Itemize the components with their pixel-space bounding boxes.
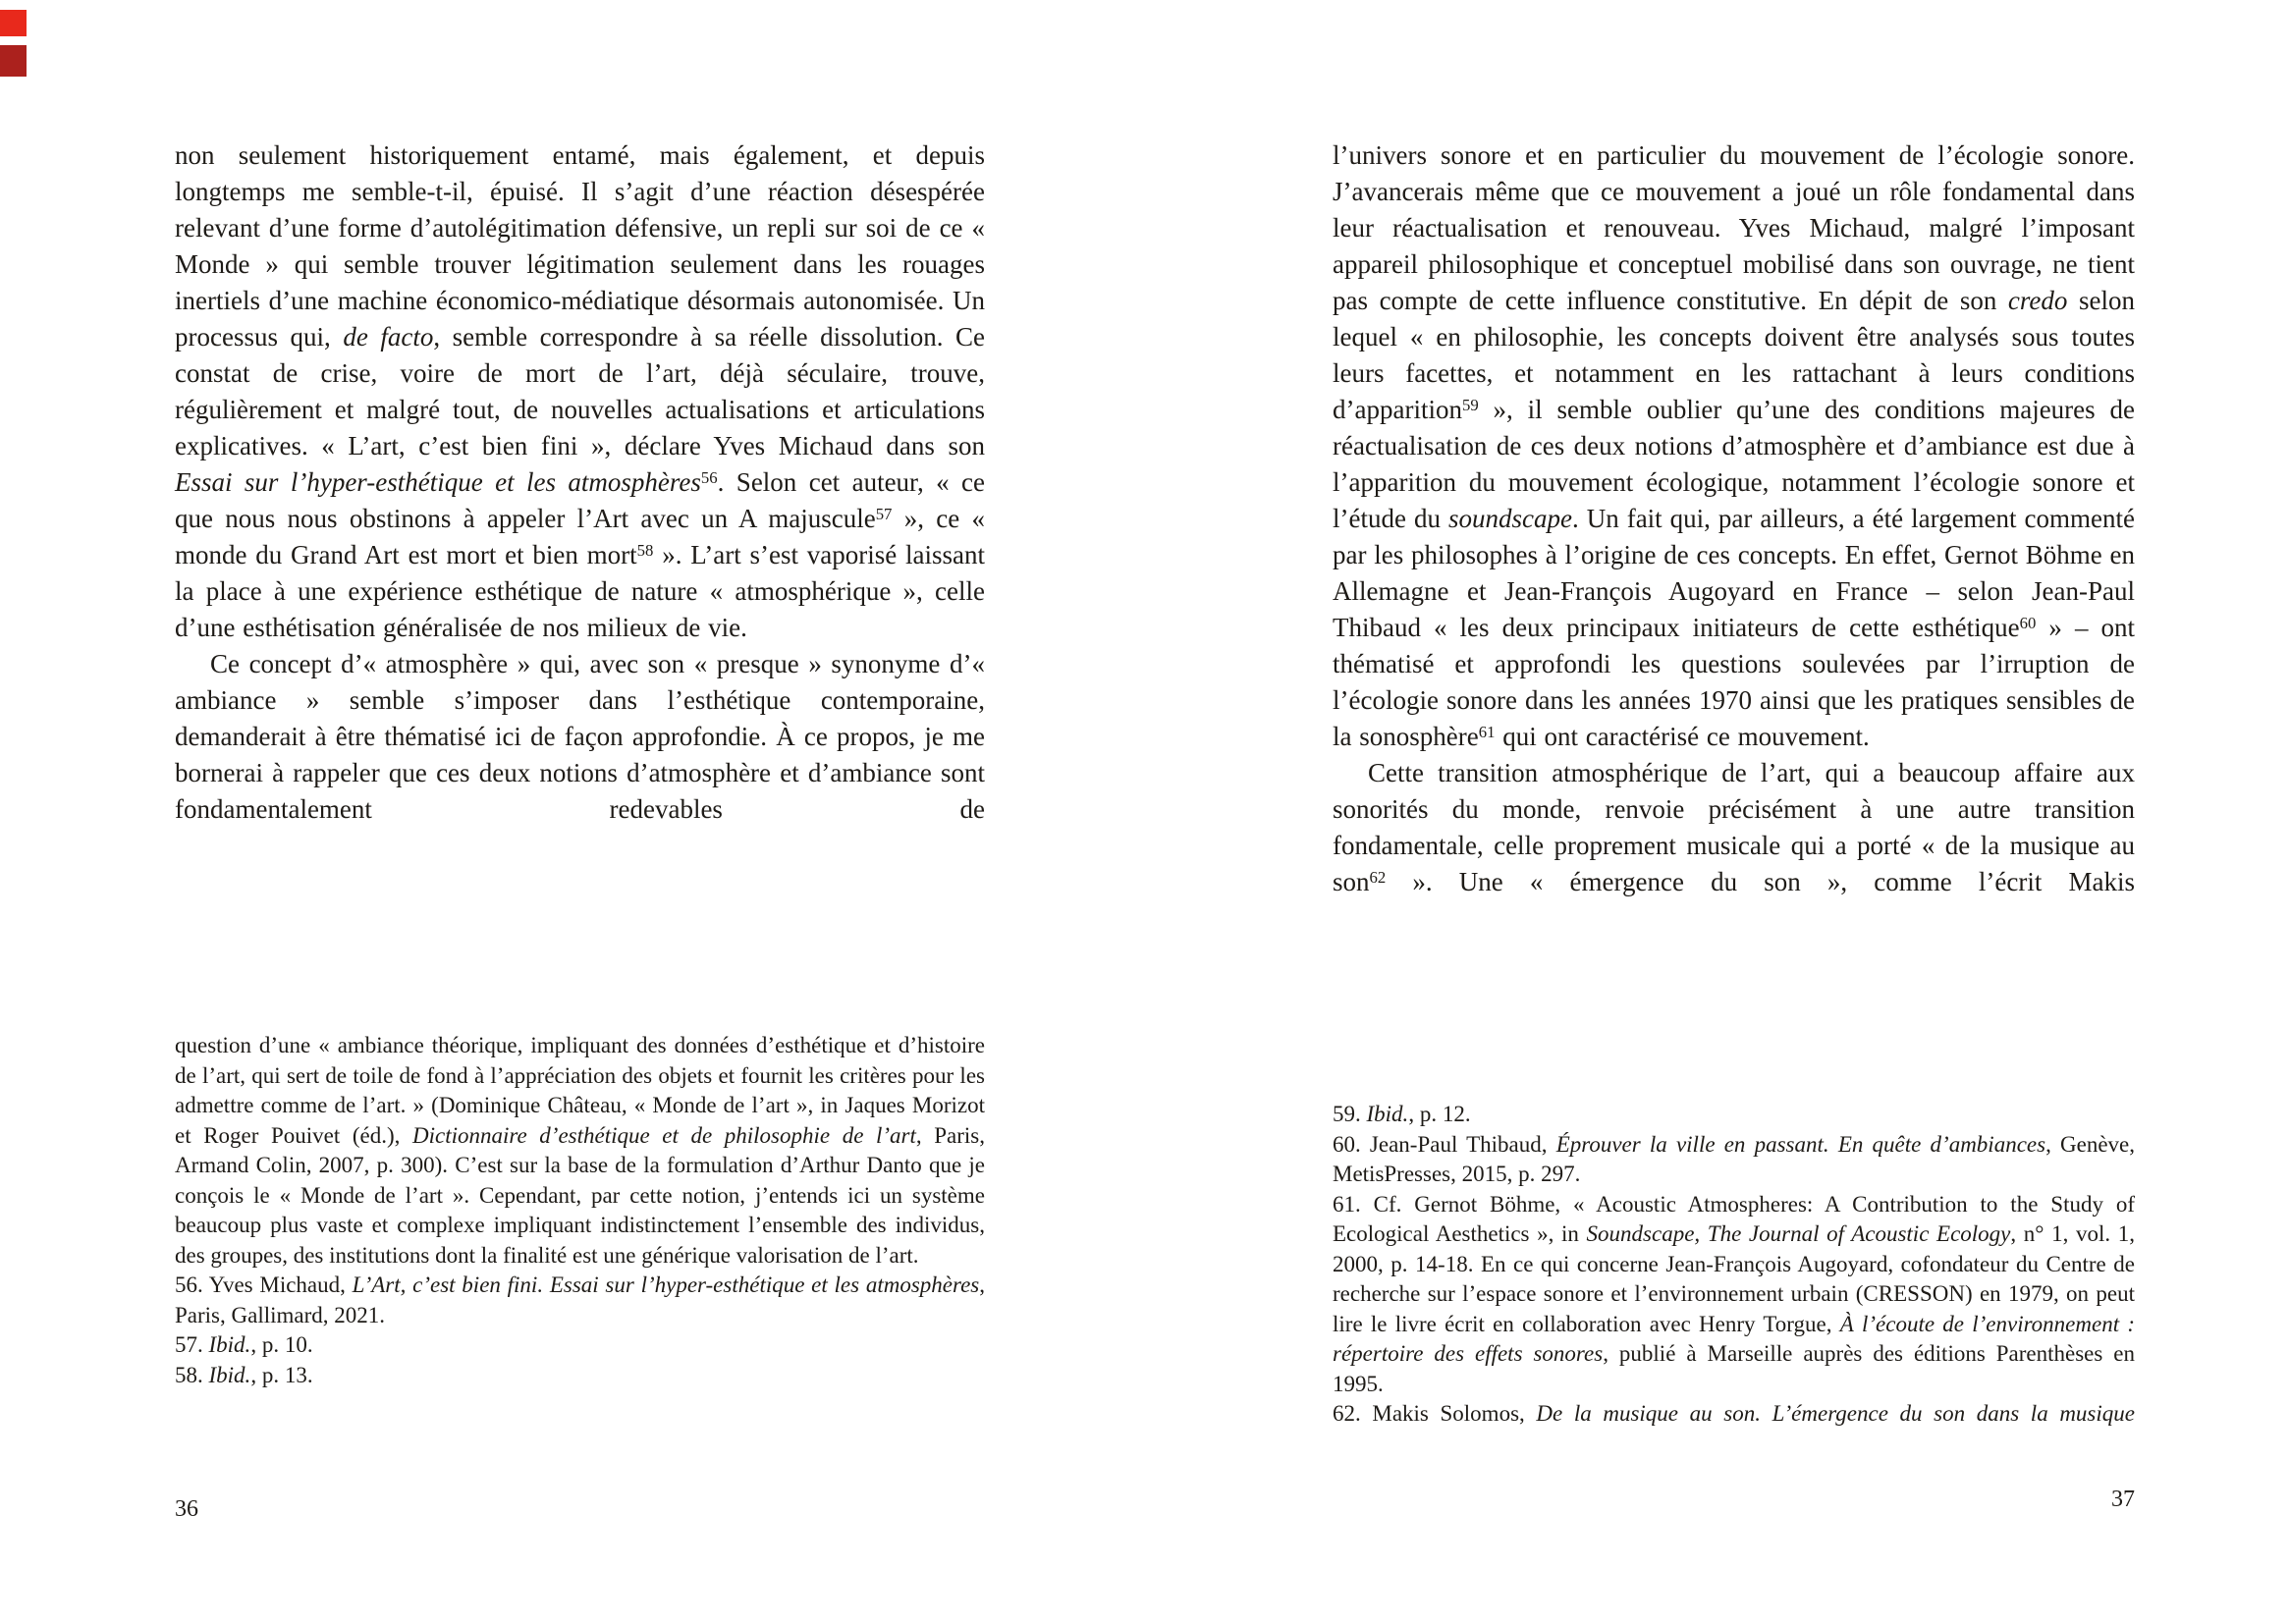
footnote-62: 62. Makis Solomos, De la musique au son. L’émergence du son dans la musique (1333, 1401, 2135, 1426)
body-paragraph: Ce concept d’« atmosphère » qui, avec son « presque » synonyme d’« ambiance » semble s’imposer dans l’esthétique contemporaine, demanderait à être thématisé ici de façon approfondie. À ce propos, je me bornerai à rappeler que ces deux notions d’atmosphère et d’ambiance sont fondamentalement redevables de (175, 649, 985, 824)
footnote-59: 59. Ibid., p. 12. (1333, 1102, 1471, 1126)
body-text-left (175, 137, 985, 828)
footnote-58: 58. Ibid., p. 13. (175, 1362, 313, 1387)
footnote-60: 60. Jean-Paul Thibaud, Éprouver la ville en passant. En quête d’ambiances, Genève, MetisPresses, 2015, p. 297. (1333, 1131, 2135, 1186)
page-left (175, 0, 985, 1624)
body-paragraph: l’univers sonore et en particulier du mouvement de l’écologie sonore. J’avancerais même que ce mouvement a joué un rôle fondamental dans leur réactualisation et renouveau. Yves Michaud, malgré l’imposant appareil philosophique et conceptuel mobilisé dans son ouvrage, ne tient pas compte de cette influence constitutive. En dépit de son credo selon lequel « en philosophie, les concepts doivent être analysés sous toutes leurs facettes, et notamment en les rattachant à leurs conditions d’apparition$^{59}$ », il semble oublier qu’une des conditions majeures de réactualisation de ces deux notions d’atmosphère et d’ambiance est due à l’apparition du mouvement écologique, notamment l’écologie sonore et l’étude du soundscape. Un fait qui, par ailleurs, a été largement commenté par les philosophes à l’origine de ces concepts. En effet, Gernot Böhme en Allemagne et Jean-François Augoyard en France – selon Jean-Paul Thibaud « les deux principaux initiateurs de cette esthétique$^{60}$ » – ont thématisé et approfondi les questions soulevées par l’irruption de l’écologie sonore dans les années 1970 ainsi que les pratiques sensibles de la sonosphère$^{61}$ qui ont caractérisé ce mouvement. (1333, 140, 2135, 751)
footnote-57: 57. Ibid., p. 10. (175, 1332, 313, 1357)
red-marker-top (0, 10, 27, 36)
footnote-56: 56. Yves Michaud, L’Art, c’est bien fini. Essai sur l’hyper-esthétique et les atmosphères, Paris, Gallimard, 2021. (175, 1272, 986, 1327)
footnotes-left (175, 1031, 985, 1390)
body-paragraph: non seulement historiquement entamé, mais également, et depuis longtemps me semble-t-il, épuisé. Il s’agit d’une réaction désespérée relevant d’une forme d’autolégitimation défensive, un repli sur soi de ce « Monde » qui semble trouver légitimation seulement dans les rouages inertiels d’une machine économico-médiatique désormais autonomisée. Un processus qui, de facto, semble correspondre à sa réelle dissolution. Ce constat de crise, voire de mort de l’art, déjà séculaire, trouve, régulièrement et malgré tout, de nouvelles actualisations et articulations explicatives. « L’art, c’est bien fini », déclare Yves Michaud dans son Essai sur l’hyper-esthétique et les atmosphères$^{56}$. Selon cet auteur, « ce que nous nous obstinons à appeler l’Art avec un A majuscule$^{57}$ », ce « monde du Grand Art est mort et bien mort$^{58}$ ». L’art s’est vaporisé laissant la place à une expérience esthétique de nature « atmosphérique », celle d’une esthétisation généralisée de nos milieux de vie. (175, 140, 985, 642)
page-number-left: 36 (175, 1496, 198, 1522)
footnote-61: 61. Cf. Gernot Böhme, « Acoustic Atmospheres: A Contribution to the Study of Ecological Aesthetics », in Soundscape, The Journal of Acoustic Ecology, n° 1, vol. 1, 2000, p. 14-18. En ce qui concerne Jean-François Augoyard, cofondateur du Centre de recherche sur l’espace sonore et l’environnement urbain (CRESSON) en 1979, on peut lire le livre écrit en collaboration avec Henry Torgue, À l’écoute de l’environnement : répertoire des effets sonores, publié à Marseille auprès des éditions Parenthèses en 1995. (1333, 1191, 2136, 1396)
footnote-continuation: question d’une « ambiance théorique, impliquant des données d’esthétique et d’histoire de l’art, qui sert de toile de fond à l’appréciation des objets et fournit les critères pour les admettre comme de l’art. » (Dominique Château, « Monde de l’art », in Jaques Morizot et Roger Pouivet (éd.), Dictionnaire d’esthétique et de philosophie de l’art, Paris, Armand Colin, 2007, p. 300). C’est sur la base de la formulation d’Arthur Danto que je conçois le « Monde de l’art ». Cependant, par cette notion, j’entends ici un système beaucoup plus vaste et complexe impliquant indistinctement l’ensemble des individus, des groupes, des institutions dont la finalité est une générique valorisation de l’art. (175, 1033, 986, 1268)
red-marker-bottom (0, 45, 27, 77)
footnotes-right (1333, 1100, 2135, 1430)
body-paragraph: Cette transition atmosphérique de l’art, qui a beaucoup affaire aux sonorités du monde, renvoie précisément à une autre transition fondamentale, celle proprement musicale qui a porté « de la musique au son$^{62}$ ». Une « émergence du son », comme l’écrit Makis (1333, 758, 2135, 896)
page-number-right: 37 (2111, 1487, 2135, 1512)
page-right (1333, 0, 2135, 1624)
body-text-right (1333, 137, 2135, 900)
